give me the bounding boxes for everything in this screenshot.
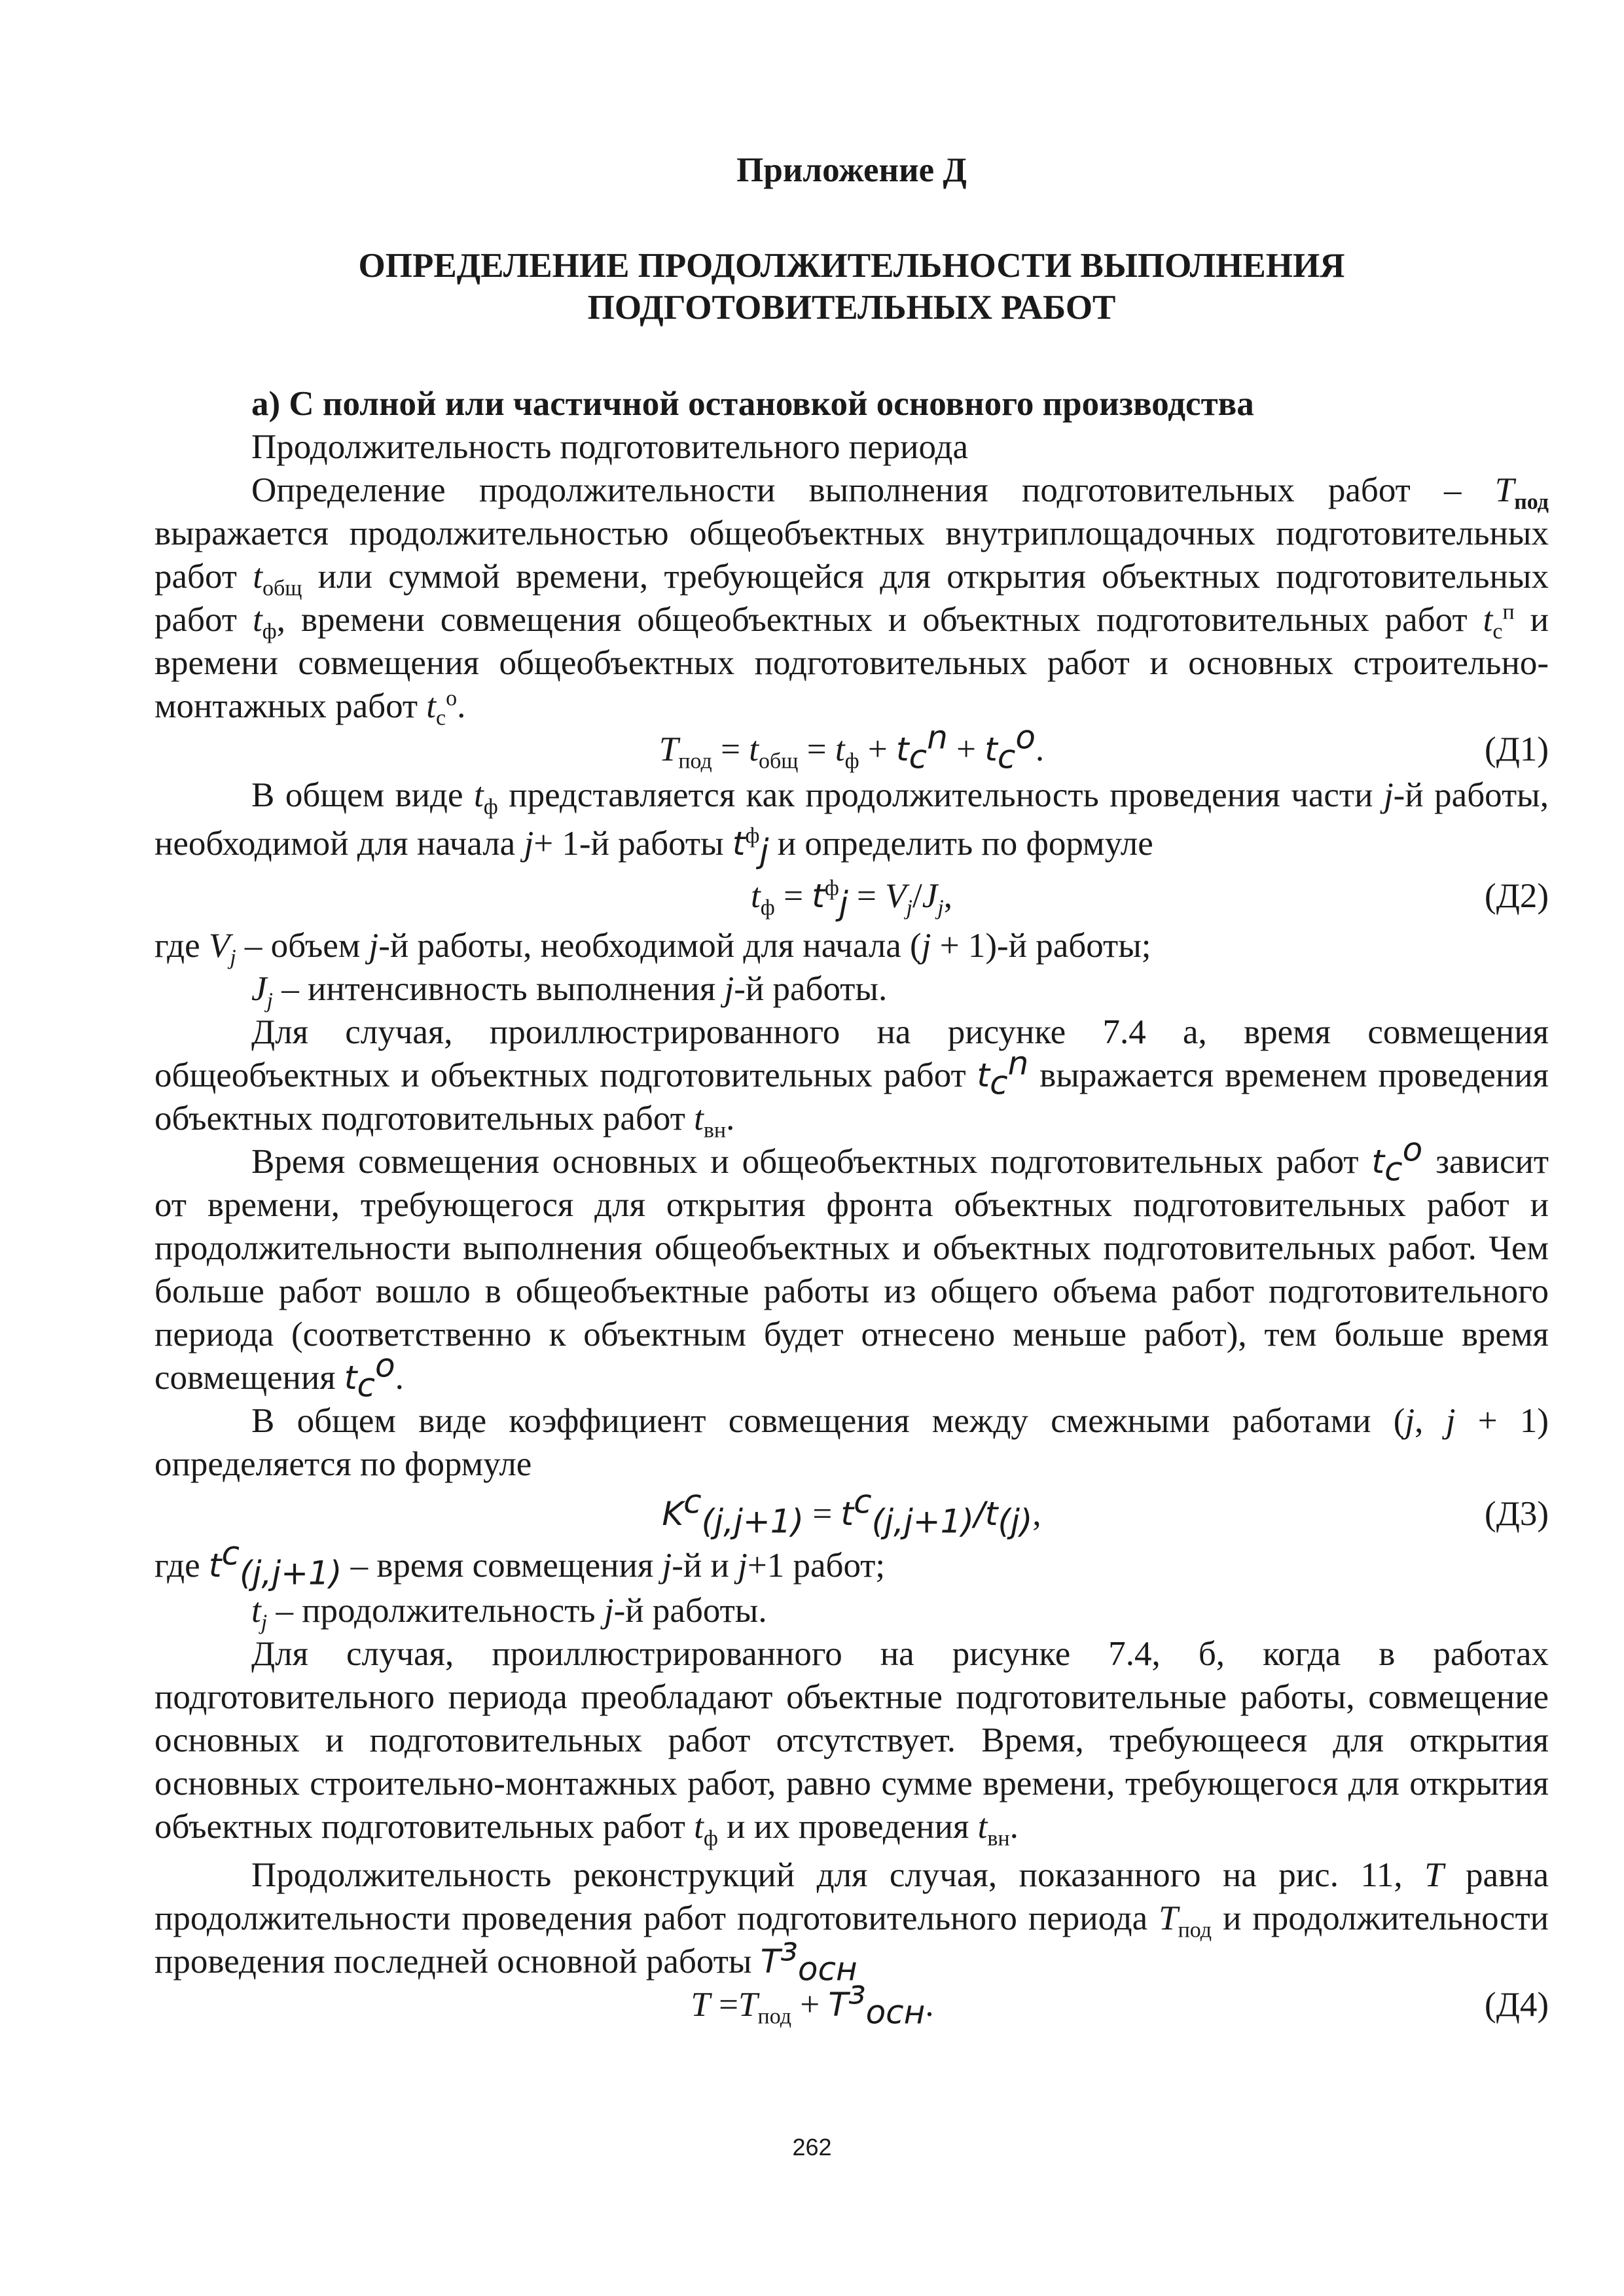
page-number: 262 <box>792 2134 832 2161</box>
paragraph-1: Определение продолжительности выполнения подготовительных работ – $T_{под}$ выражается продолжительностью общеобъектных внутриплощадочных подготовительных работ $t_{общ}$ или суммой времени, требующейся для открытия объектных подготовительных работ $t_ф$, времени совмещения общеобъектных и объектных подготовительных работ $t_с^п$ и времени совмещения общеобъектных подготовительных работ и основных строительно-монтажных работ $t_с^о$. <box>154 471 1549 730</box>
formula-number-d2: (Д2) <box>1485 877 1549 915</box>
formula-d2: $t_ф = t^ф_j = V_j/J_j$, (Д2) <box>154 868 1549 924</box>
where-v: где $V_j$ – объем j-й работы, необходимой для начала (j + 1)-й работы; <box>154 927 1151 970</box>
formula-d3: $K^c_{(j,j+1)} = t^c_{(j,j+1)}/t_{(j)}$, (Д3) <box>154 1486 1549 1542</box>
formula-number-d4: (Д4) <box>1485 1986 1549 2024</box>
paragraph-5: В общем виде коэффициент совмещения между смежными работами (j, j + 1) определяется по формуле <box>154 1402 1549 1483</box>
appendix-heading: Приложение Д <box>736 151 967 189</box>
where-j: $J_j$ – интенсивность выполнения j-й работы. <box>251 970 888 1013</box>
formula-number-d1: (Д1) <box>1485 730 1549 768</box>
page-title <box>154 245 1549 329</box>
formula-number-d3: (Д3) <box>1485 1495 1549 1533</box>
where-t: где $t^c_{(j,j+1)}$ – время совмещения j-й и j+1 работ; <box>154 1534 886 1592</box>
formula-d4: $T =T_{под} + T^з_{осн}$. (Д4) <box>691 1973 1549 2032</box>
formula-d1: $T_{под} = t_{общ} = t_ф + t_c^n + t_c^o$. (Д1) <box>659 718 1549 776</box>
where-tj: $t_j$ – продолжительность j-й работы. <box>251 1592 767 1635</box>
paragraph-3: Для случая, проиллюстрированного на рисунке 7.4 а, время совмещения общеобъектных и объектных подготовительных работ $t_c^n$ выражается временем проведения объектных подготовительных работ $t_{вн}$. <box>154 1013 1549 1143</box>
paragraph-7: Продолжительность реконструкций для случая, показанного на рис. 11, T равна продолжительности проведения работ подготовительного периода $T_{под}$ и продолжительности проведения последней основной работы $T^з_{осн}$ <box>154 1856 1549 1988</box>
paragraph-6: Для случая, проиллюстрированного на рисунке 7.4, б, когда в работах подготовительного периода преобладают объектные подготовительные работы, совмещение основных и подготовительных работ отсутствует. Время, требующееся для открытия основных строительно-монтажных работ, равно сумме времени, требующегося для открытия объектных подготовительных работ $t_ф$ и их проведения $t_{вн}$. <box>154 1635 1549 1851</box>
page-content <box>154 151 1549 2032</box>
title-line-1: ОПРЕДЕЛЕНИЕ ПРОДОЛЖИТЕЛЬНОСТИ ВЫПОЛНЕНИЯ <box>358 247 1345 285</box>
paragraph-2: В общем виде $t_ф$ представляется как продолжительность проведения части j-й работы, необходимой для начала j+ 1-й работы $t^ф_j$ и определить по формуле <box>154 776 1549 870</box>
title-line-2: ПОДГОТОВИТЕЛЬНЫХ РАБОТ <box>587 289 1116 327</box>
paragraph-period: Продолжительность подготовительного периода <box>251 428 968 466</box>
section-a-heading: а) С полной или частичной остановкой основного производства <box>251 385 1254 423</box>
paragraph-4: Время совмещения основных и общеобъектных подготовительных работ $t_c^o$ зависит от времени, требующегося для открытия фронта объектных подготовительных работ и продолжительности выполнения общеобъектных и объектных подготовительных работ. Чем больше работ вошло в общеобъектные работы из общего объема работ подготовительного периода (соответственно к объектным будет отнесено меньше работ), тем больше время совмещения $t_c^o$. <box>154 1130 1549 1405</box>
